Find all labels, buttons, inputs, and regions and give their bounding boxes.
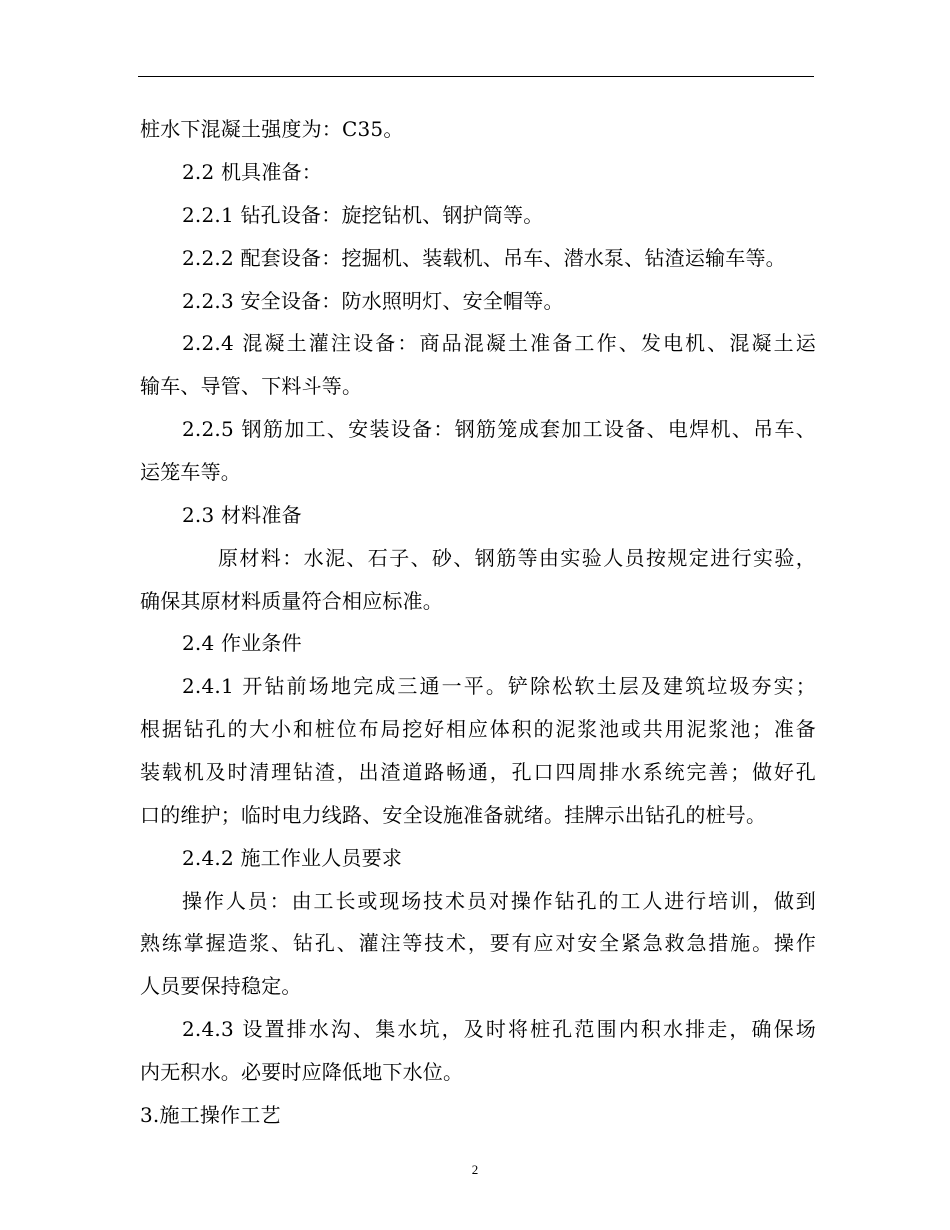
text-line: 内无积水。必要时应降低地下水位。: [140, 1060, 464, 1084]
text-line: 原材料：水泥、石子、砂、钢筋等由实验人员按规定进行实验，: [218, 546, 816, 570]
text-line: 桩水下混凝土强度为：C35。: [140, 117, 404, 141]
section-heading: 2.4.2 施工作业人员要求: [182, 846, 403, 870]
text-line: 根据钻孔的大小和桩位布局挖好相应体积的泥浆池或共用泥浆池；准备: [140, 717, 816, 741]
text-line: 确保其原材料质量符合相应标准。: [140, 589, 443, 613]
text-line: 输车、导管、下料斗等。: [140, 374, 363, 398]
section-heading: 2.4 作业条件: [182, 631, 302, 655]
text-line: 运笼车等。: [140, 460, 241, 484]
header-rule: [138, 76, 814, 77]
section-heading: 2.2 机具准备：: [182, 160, 322, 184]
text-line: 操作人员：由工长或现场技术员对操作钻孔的工人进行培训，做到: [182, 889, 816, 913]
text-line: 2.2.4 混凝土灌注设备：商品混凝土准备工作、发电机、混凝土运: [182, 331, 816, 355]
text-line: 人员要保持稳定。: [140, 974, 302, 998]
text-line: 2.2.5 钢筋加工、安装设备：钢筋笼成套加工设备、电焊机、吊车、: [182, 417, 816, 441]
text-line: 2.2.1 钻孔设备：旋挖钻机、钢护筒等。: [182, 203, 544, 227]
text-line: 装载机及时清理钻渣，出渣道路畅通，孔口四周排水系统完善；做好孔: [140, 760, 816, 784]
section-heading: 2.3 材料准备: [182, 503, 302, 527]
text-line: 2.2.2 配套设备：挖掘机、装载机、吊车、潜水泵、钻渣运输车等。: [182, 246, 786, 270]
text-line: 2.2.3 安全设备：防水照明灯、安全帽等。: [182, 289, 564, 313]
section-heading: 3.施工操作工艺: [140, 1103, 281, 1127]
text-line: 2.4.3 设置排水沟、集水坑，及时将桩孔范围内积水排走，确保场: [182, 1017, 816, 1041]
text-line: 2.4.1 开钻前场地完成三通一平。铲除松软土层及建筑垃圾夯实；: [182, 674, 816, 698]
text-line: 熟练掌握造浆、钻孔、灌注等技术，要有应对安全紧急救急措施。操作: [140, 931, 816, 955]
text-line: 口的维护；临时电力线路、安全设施准备就绪。挂牌示出钻孔的桩号。: [140, 803, 767, 827]
page-number: 2: [471, 1162, 479, 1177]
